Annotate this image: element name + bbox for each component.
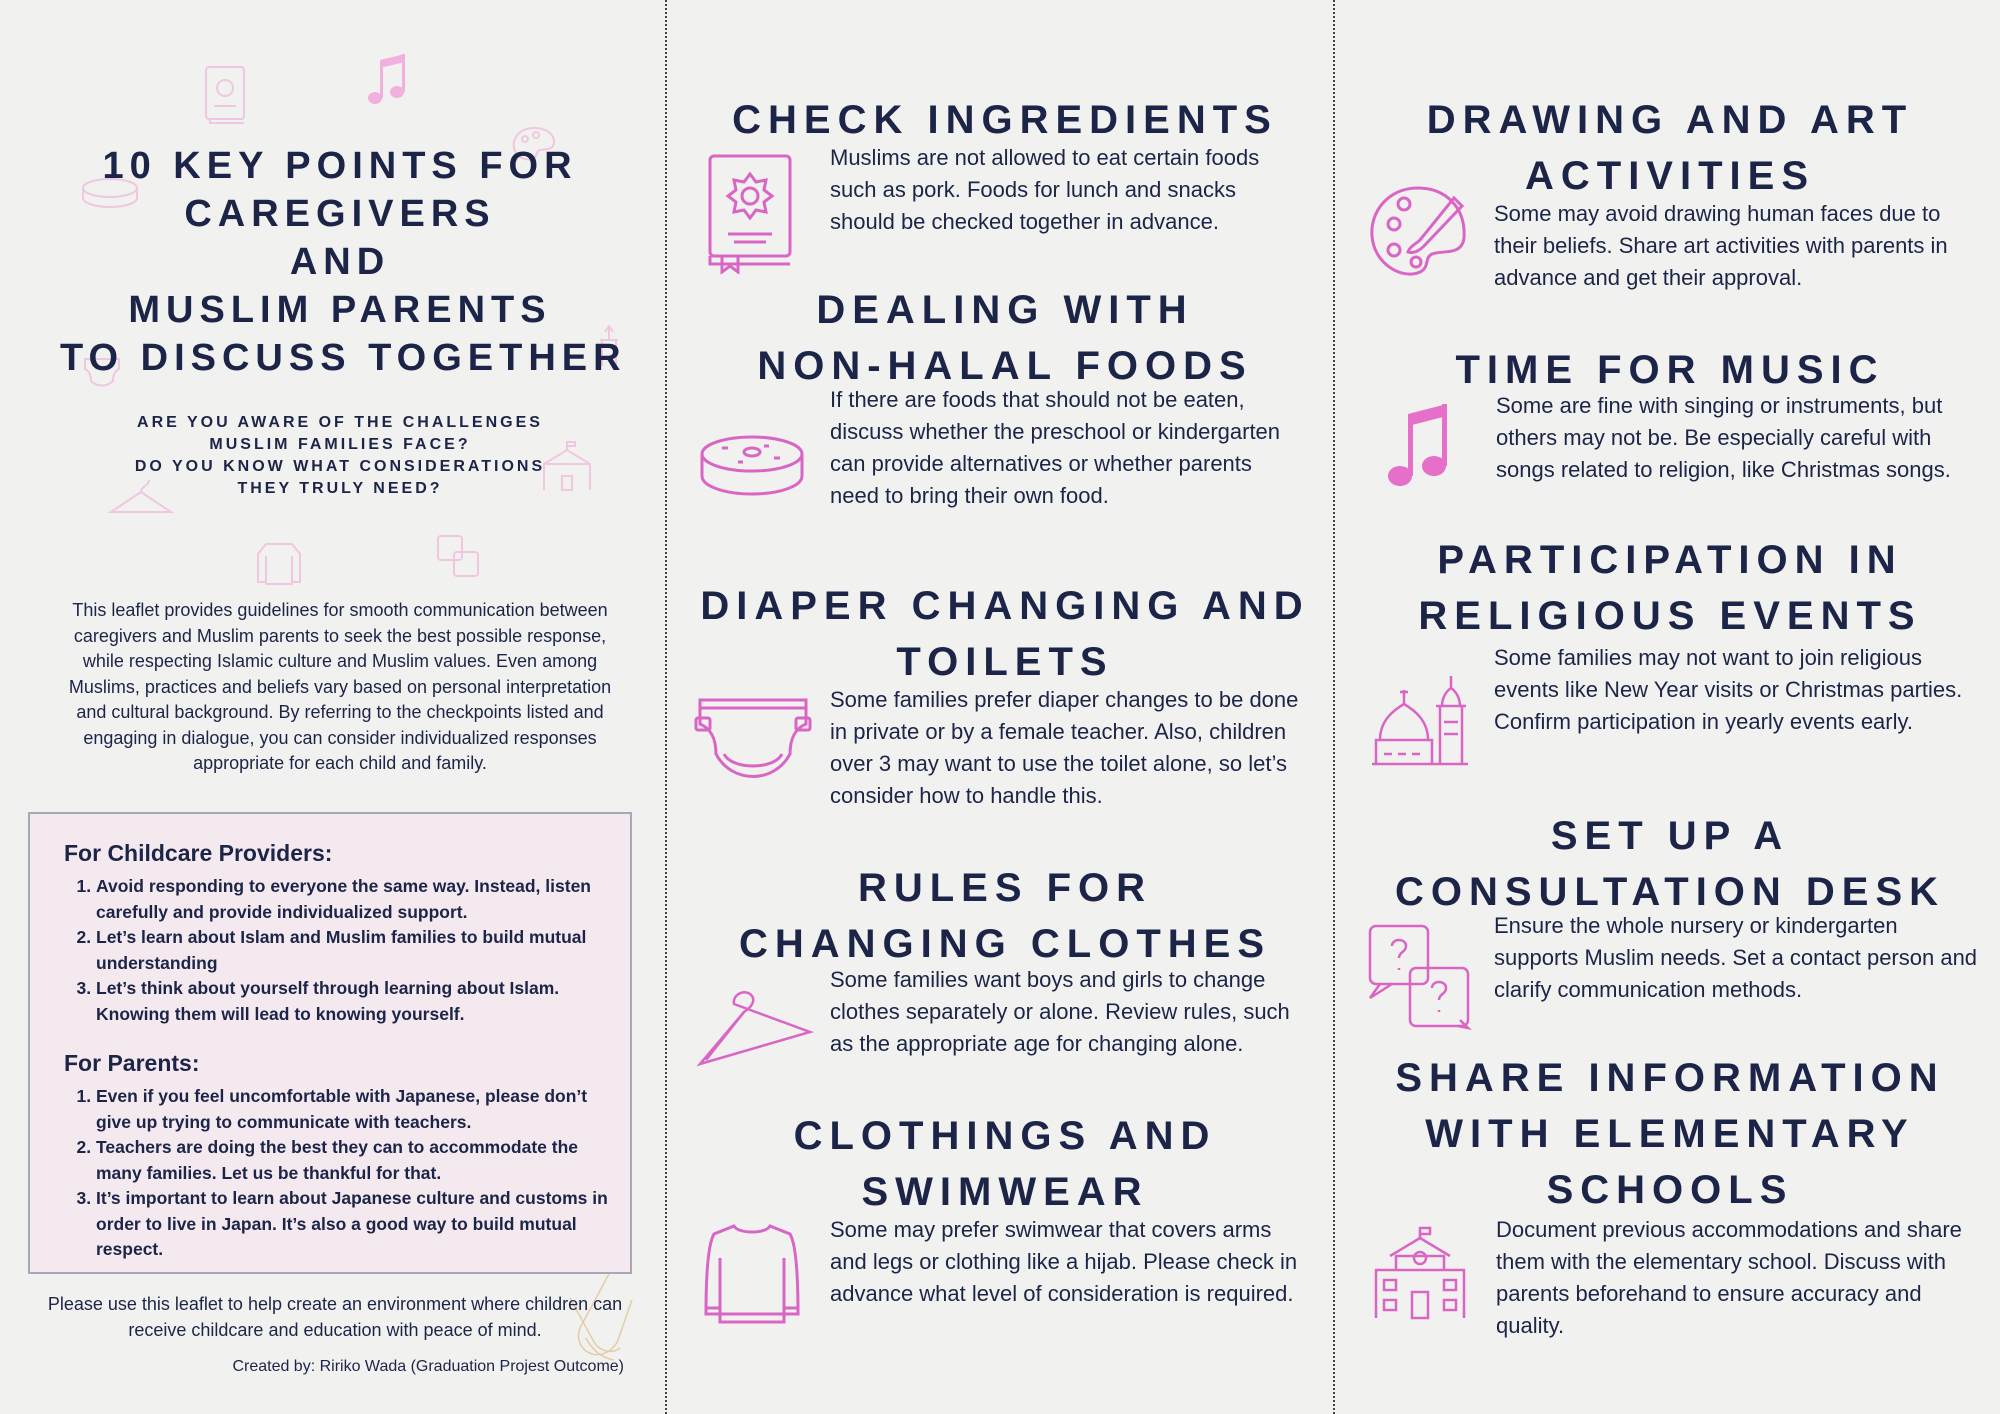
title-line: WITH ELEMENTARY [1425, 1112, 1915, 1156]
providers-heading: For Childcare Providers: [64, 840, 333, 866]
section-body-consultation-desk: Ensure the whole nursery or kindergarten supports Muslim needs. Set a contact person and clarify communication methods. [1494, 913, 1978, 1002]
section-body-elementary-schools: Document previous accommodations and share them with the elementary school. Discuss with parents beforehand to ensure accuracy and quality. [1496, 1217, 1962, 1338]
section-body-non-halal-foods: If there are foods that should not be eaten, discuss whether the preschool or kindergarten can provide alternatives or whether parents need to bring their own food. [830, 387, 1281, 508]
section-title-diaper-changing [680, 578, 1330, 690]
list-item: 3. Let’s think about yourself through learning about Islam. Knowing them will lead to knowing yourself. [96, 976, 626, 1027]
parents-list [64, 1084, 626, 1263]
title-line: MUSLIM PARENTS [128, 289, 552, 331]
section-body-changing-clothes: Some families want boys and girls to change clothes separately or alone. Review rules, such as the appropriate age for changing alone. [830, 967, 1290, 1056]
section-body-music: Some are fine with singing or instruments, but others may not be. Be especially careful with songs related to religion, like Christmas songs. [1496, 393, 1951, 482]
sweater-icon [704, 1222, 800, 1326]
decorative-sweater-icon [256, 540, 302, 586]
list-item: 2. Teachers are doing the best they can to accommodate the many families. Let us be thankful for that. [96, 1135, 626, 1186]
subtitle-line: DO YOU KNOW WHAT CONSIDERATIONS [134, 458, 546, 475]
school-icon [1372, 1226, 1468, 1320]
subtitle-line: ARE YOU AWARE OF THE CHALLENGES [137, 414, 543, 431]
section-body-check-ingredients: Muslims are not allowed to eat certain foods such as pork. Foods for lunch and snacks should be checked together in advance. [830, 145, 1260, 234]
decorative-book-icon [202, 64, 250, 126]
advice-box [28, 812, 632, 1274]
title-line: PARTICIPATION IN [1437, 538, 1903, 582]
title-line: CHECK INGREDIENTS [732, 98, 1278, 142]
title-line: DRAWING AND ART [1426, 98, 1914, 142]
section-body-religious-events: Some families may not want to join religious events like New Year visits or Christmas parties. Confirm participation in yearly events early. [1494, 645, 1963, 734]
title-line: 10 KEY POINTS FOR [102, 145, 578, 187]
list-item: 3. It’s important to learn about Japanese culture and customs in order to live in Japan. It’s also a good way to build mutual respect. [96, 1186, 626, 1263]
section-body-diaper-changing: Some families prefer diaper changes to be done in private or by a female teacher. Also, children over 3 may want to use the toilet alone, so let’s consider how to handle this. [830, 687, 1299, 808]
mosque-icon [1368, 662, 1472, 768]
title-line: CLOTHINGS AND [793, 1114, 1217, 1158]
music-note-icon [1386, 402, 1448, 490]
parents-heading: For Parents: [64, 1050, 200, 1076]
title-line: CAREGIVERS [184, 193, 496, 235]
title-line: RELIGIOUS EVENTS [1418, 594, 1922, 638]
hanger-icon [696, 986, 814, 1068]
palette-icon [1368, 184, 1468, 284]
closing-text: Please use this leaflet to help create an environment where children can receive childcare and education with peace of mind. [47, 1294, 623, 1340]
title-line: ACTIVITIES [1524, 154, 1816, 198]
question-bubbles-icon [1366, 922, 1472, 1030]
section-body-swimwear: Some may prefer swimwear that covers arms and legs or clothing like a hijab. Please check in advance what level of consideration is required. [830, 1217, 1298, 1306]
subtitle-line: THEY TRULY NEED? [237, 480, 443, 497]
list-item: 2. Let’s learn about Islam and Muslim families to build mutual understanding [96, 925, 626, 976]
title-line: SCHOOLS [1546, 1168, 1794, 1212]
decorative-music-note-icon [366, 52, 406, 108]
title-line: NON-HALAL FOODS [757, 344, 1253, 388]
section-title-check-ingredients [690, 92, 1320, 148]
title-line: SHARE INFORMATION [1395, 1056, 1945, 1100]
diaper-icon [694, 696, 812, 786]
title-line: DIAPER CHANGING AND [700, 584, 1310, 628]
title-line: SET UP A [1550, 814, 1790, 858]
title-line: TO DISCUSS TOGETHER [60, 337, 627, 379]
leaflet-subtitle [100, 412, 580, 500]
title-line: TIME FOR MUSIC [1455, 348, 1885, 392]
subtitle-line: MUSLIM FAMILIES FACE? [209, 436, 471, 453]
section-title-religious-events [1350, 532, 1990, 644]
title-line: RULES FOR [857, 866, 1153, 910]
section-title-changing-clothes [690, 860, 1320, 972]
panel-divider [665, 0, 667, 1414]
decorative-question-bubbles-icon [436, 534, 482, 580]
quran-book-icon [704, 152, 798, 274]
providers-list [64, 874, 626, 1027]
lunch-box-icon [698, 432, 806, 500]
panel-divider [1333, 0, 1335, 1414]
leaflet-title [60, 142, 627, 382]
section-body-drawing-art: Some may avoid drawing human faces due to their beliefs. Share art activities with parents in advance and get their approval. [1494, 201, 1948, 290]
title-line: TOILETS [896, 640, 1114, 684]
intro-paragraph: This leaflet provides guidelines for smooth communication between caregivers and Muslim parents to seek the best possible response, while respecting Islamic culture and Muslim values. Even among Muslims, practices and beliefs vary based on personal interpretation and cultural background. By referring to the checkpoints listed and engaging in dialogue, you can consider individualized responses appropriate for each child and family. [68, 600, 612, 773]
section-title-elementary-schools [1350, 1050, 1990, 1218]
title-line: AND [289, 241, 391, 283]
title-line: CONSULTATION DESK [1394, 870, 1946, 914]
list-item: 1. Even if you feel uncomfortable with Japanese, please don’t give up trying to communicate with teachers. [96, 1084, 626, 1135]
section-title-non-halal-foods [690, 282, 1320, 394]
section-title-swimwear [690, 1108, 1320, 1220]
list-item: 1. Avoid responding to everyone the same way. Instead, listen carefully and provide individualized support. [96, 874, 626, 925]
title-line: SWIMWEAR [861, 1170, 1149, 1214]
credit-text: Created by: Ririko Wada (Graduation Projest Outcome) [232, 1358, 624, 1375]
section-title-consultation-desk [1350, 808, 1990, 920]
title-line: CHANGING CLOTHES [739, 922, 1271, 966]
title-line: DEALING WITH [816, 288, 1194, 332]
